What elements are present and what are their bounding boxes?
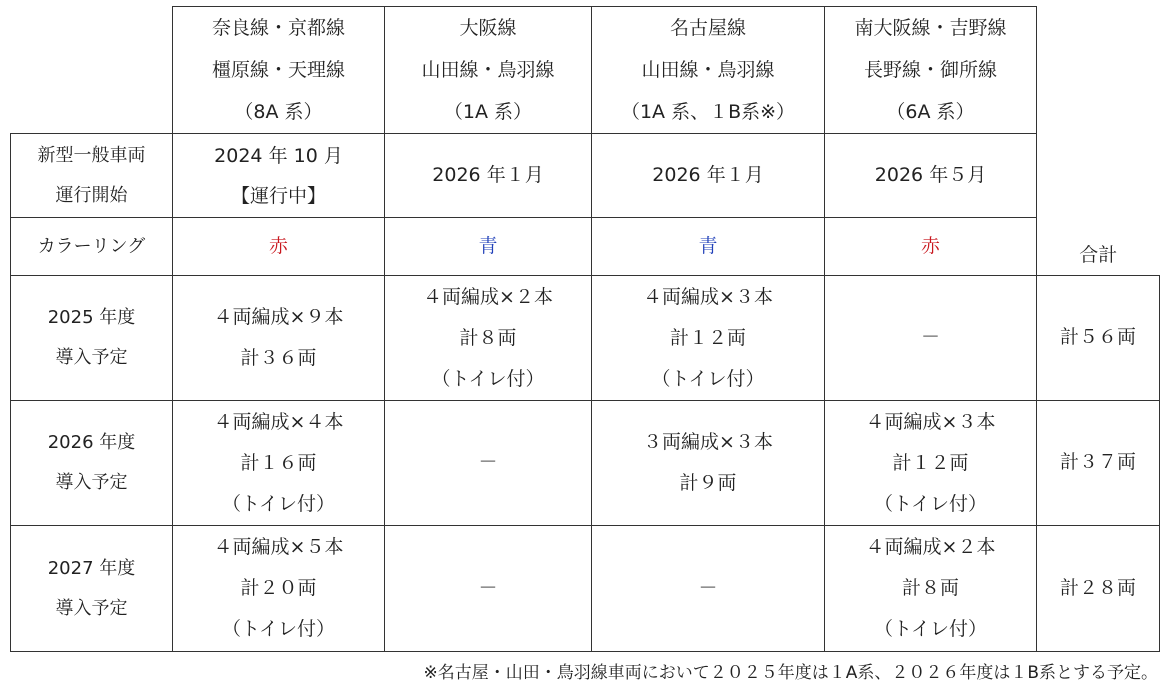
total-cars-text: 計２０両 [240,577,317,599]
coloring-osaka-blue: 青 [385,218,592,276]
total-cars-text: 計９両 [679,472,737,494]
header-empty-cell [11,7,173,134]
row-label-text: 運行開始 [55,184,128,206]
header-line-text: 奈良線・京都線 [211,17,345,39]
cell-2025-nagoya [592,276,825,401]
service-start-date: 2026 年１月 [652,163,764,186]
formation-text: ４両編成×２本 [423,285,553,308]
cell-2027-minami-osaka [825,526,1037,652]
none-dash-text: － [478,576,498,599]
service-start-nagoya [592,134,825,218]
toilet-note-text: （トイレ付） [221,618,336,640]
toilet-note-text: （トイレ付） [221,492,336,515]
service-start-minami-osaka [825,134,1037,218]
footnote-text: ※名古屋・山田・鳥羽線車両において２０２５年度は１A系、２０２６年度は１B系とする予定。 [423,663,1158,683]
formation-text: ４両編成×３本 [643,285,773,308]
none-dash-text: － [698,576,718,599]
year-row-2025 [11,276,1160,401]
row-label-text: 新型一般車両 [37,144,146,166]
total-cars-text: 計８両 [901,577,959,599]
header-series-text: （1A 系、１B系※） [620,101,796,123]
header-empty-total-cell [1037,7,1160,134]
header-line-text: 橿原線・天理線 [211,59,345,81]
header-line-text: 名古屋線 [669,17,746,39]
cell-2025-minami-osaka [825,276,1037,401]
formation-text: ４両編成×４本 [213,410,344,433]
cell-2026-nagoya [592,401,825,526]
header-line-text: 山田線・鳥羽線 [641,59,775,81]
header-series-text: （6A 系） [886,101,975,123]
formation-text: ４両編成×３本 [865,410,996,433]
total-cars-text: 計３６両 [240,347,317,369]
cell-2027-nagoya [592,526,825,652]
cell-2026-minami-osaka [825,401,1037,526]
vehicle-schedule-table [10,6,1160,652]
total-cars-text: 計８両 [459,326,517,349]
total-column-label: 合計 [1079,243,1118,266]
year-text: 2025 年度 [47,307,136,328]
year-label-2025 [11,276,173,401]
total-2026: 計３７両 [1037,401,1160,526]
none-dash-text: － [920,326,940,349]
header-line-text: 大阪線 [459,17,517,39]
coloring-label: カラーリング [11,218,173,276]
formation-text: ４両編成×９本 [213,306,344,328]
service-start-8a [173,134,385,218]
cell-2027-8a [173,526,385,652]
service-start-date: 2026 年５月 [874,163,987,186]
header-line-text: 南大阪線・吉野線 [854,17,1007,39]
toilet-note-text: （トイレ付） [873,492,988,515]
year-label-2026 [11,401,173,526]
coloring-row [11,218,1160,276]
vehicle-schedule-table-wrap [10,6,1160,652]
cell-2026-8a [173,401,385,526]
cell-2027-osaka [385,526,592,652]
header-line-group-8a [173,7,385,134]
header-line-group-osaka [385,7,592,134]
header-row [11,7,1160,134]
service-start-empty-total [1037,134,1160,218]
service-start-label [11,134,173,218]
cell-2025-osaka [385,276,592,401]
toilet-note-text: （トイレ付） [873,618,988,640]
service-start-date: 2026 年１月 [432,163,544,186]
plan-text: 導入予定 [55,347,128,368]
service-start-date: 2024 年 10 月 [214,144,343,167]
cell-2025-8a [173,276,385,401]
service-status-text: 【運行中】 [230,184,326,207]
none-dash-text: － [478,451,498,474]
year-label-2027 [11,526,173,652]
total-2027: 計２８両 [1037,526,1160,652]
year-row-2027 [11,526,1160,652]
formation-text: ３両編成×３本 [643,431,773,453]
header-line-text: 山田線・鳥羽線 [421,59,555,81]
year-text: 2026 年度 [47,432,136,453]
total-cars-text: 計１２両 [892,451,969,474]
year-row-2026 [11,401,1160,526]
header-series-text: （1A 系） [443,101,533,123]
header-line-text: 長野線・御所線 [863,59,997,81]
year-text: 2027 年度 [47,557,136,579]
header-line-group-nagoya [592,7,825,134]
formation-text: ４両編成×５本 [213,536,344,558]
total-cars-text: 計１６両 [240,451,317,474]
coloring-nagoya-blue: 青 [592,218,825,276]
header-line-group-minami-osaka [825,7,1037,134]
total-2025: 計５６両 [1037,276,1160,401]
toilet-note-text: （トイレ付） [431,367,545,390]
plan-text: 導入予定 [55,597,128,619]
total-cars-text: 計１２両 [669,326,746,349]
plan-text: 導入予定 [55,472,128,493]
cell-2026-osaka [385,401,592,526]
header-series-text: （8A 系） [234,101,323,123]
coloring-8a-red: 赤 [173,218,385,276]
service-start-row [11,134,1160,218]
formation-text: ４両編成×２本 [865,536,996,558]
toilet-note-text: （トイレ付） [651,367,765,390]
service-start-osaka [385,134,592,218]
coloring-minami-osaka-red: 赤 [825,218,1037,276]
